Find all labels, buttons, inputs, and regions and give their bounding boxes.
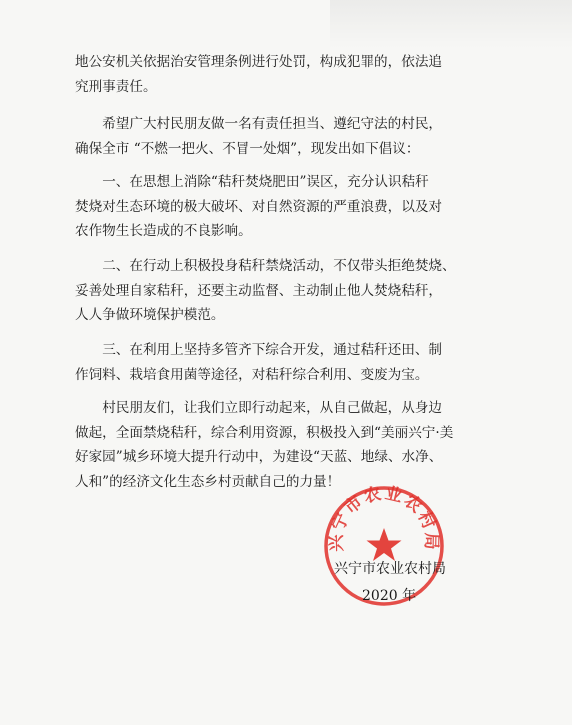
paragraph-2	[75, 112, 495, 161]
p5-line-2: 作饲料、栽培食用菌等途径，对秸秆综合利用、变废为宝。	[75, 366, 429, 383]
signature-organization: 兴宁市农业农村局	[334, 561, 446, 577]
p4-line-1: 二、在行动上积极投身秸秆禁烧活动，不仅带头拒绝焚烧、	[102, 258, 456, 274]
svg-text:兴宁市农业农村局: 兴宁市农业农村局	[326, 484, 442, 552]
paragraph-6	[75, 396, 495, 494]
p4-line-2: 妥善处理自家秸秆，还要主动监督、主动制止他人焚烧秸秆，	[75, 282, 443, 299]
p1-line-1: 地公安机关依据治安管理条例进行处罚，构成犯罪的，依法追	[75, 54, 443, 70]
bleed-through-header	[330, 0, 572, 48]
p2-line-1: 希望广大村民朋友做一名有责任担当、遵纪守法的村民，	[102, 116, 443, 132]
p3-line-2: 焚烧对生态环境的极大破坏、对自然资源的严重浪费，以及对	[75, 198, 443, 215]
p5-line-1: 三、在利用上坚持多管齐下综合开发，通过秸秆还田、制	[102, 342, 443, 358]
p4-line-3: 人人争做环境保护模范。	[75, 307, 225, 324]
paragraph-1	[75, 50, 495, 99]
signature-date: 2020 年	[362, 588, 417, 604]
p6-line-4: 人和”的经济文化生态乡村贡献自己的力量！	[75, 473, 341, 490]
p3-line-3: 农作物生长造成的不良影响。	[75, 223, 252, 240]
p6-line-1: 村民朋友们，让我们立即行动起来，从自己做起，从身边	[102, 400, 443, 416]
p6-line-3: 好家园”城乡环境大提升行动中，为建设“天蓝、地绿、水净、	[75, 449, 443, 466]
paragraph-4	[75, 254, 495, 328]
p1-line-2: 究刑事责任。	[75, 78, 157, 95]
paragraph-3	[75, 170, 495, 244]
p6-line-2: 做起，全面禁烧秸秆，综合利用资源，积极投入到“美丽兴宁·美	[75, 424, 454, 441]
paragraph-5	[75, 338, 495, 387]
p3-line-1: 一、在思想上消除“秸秆焚烧肥田”误区，充分认识秸秆	[102, 174, 429, 190]
p2-line-2: 确保全市 “不燃一把火、不冒一处烟”，现发出如下倡议：	[75, 140, 420, 157]
